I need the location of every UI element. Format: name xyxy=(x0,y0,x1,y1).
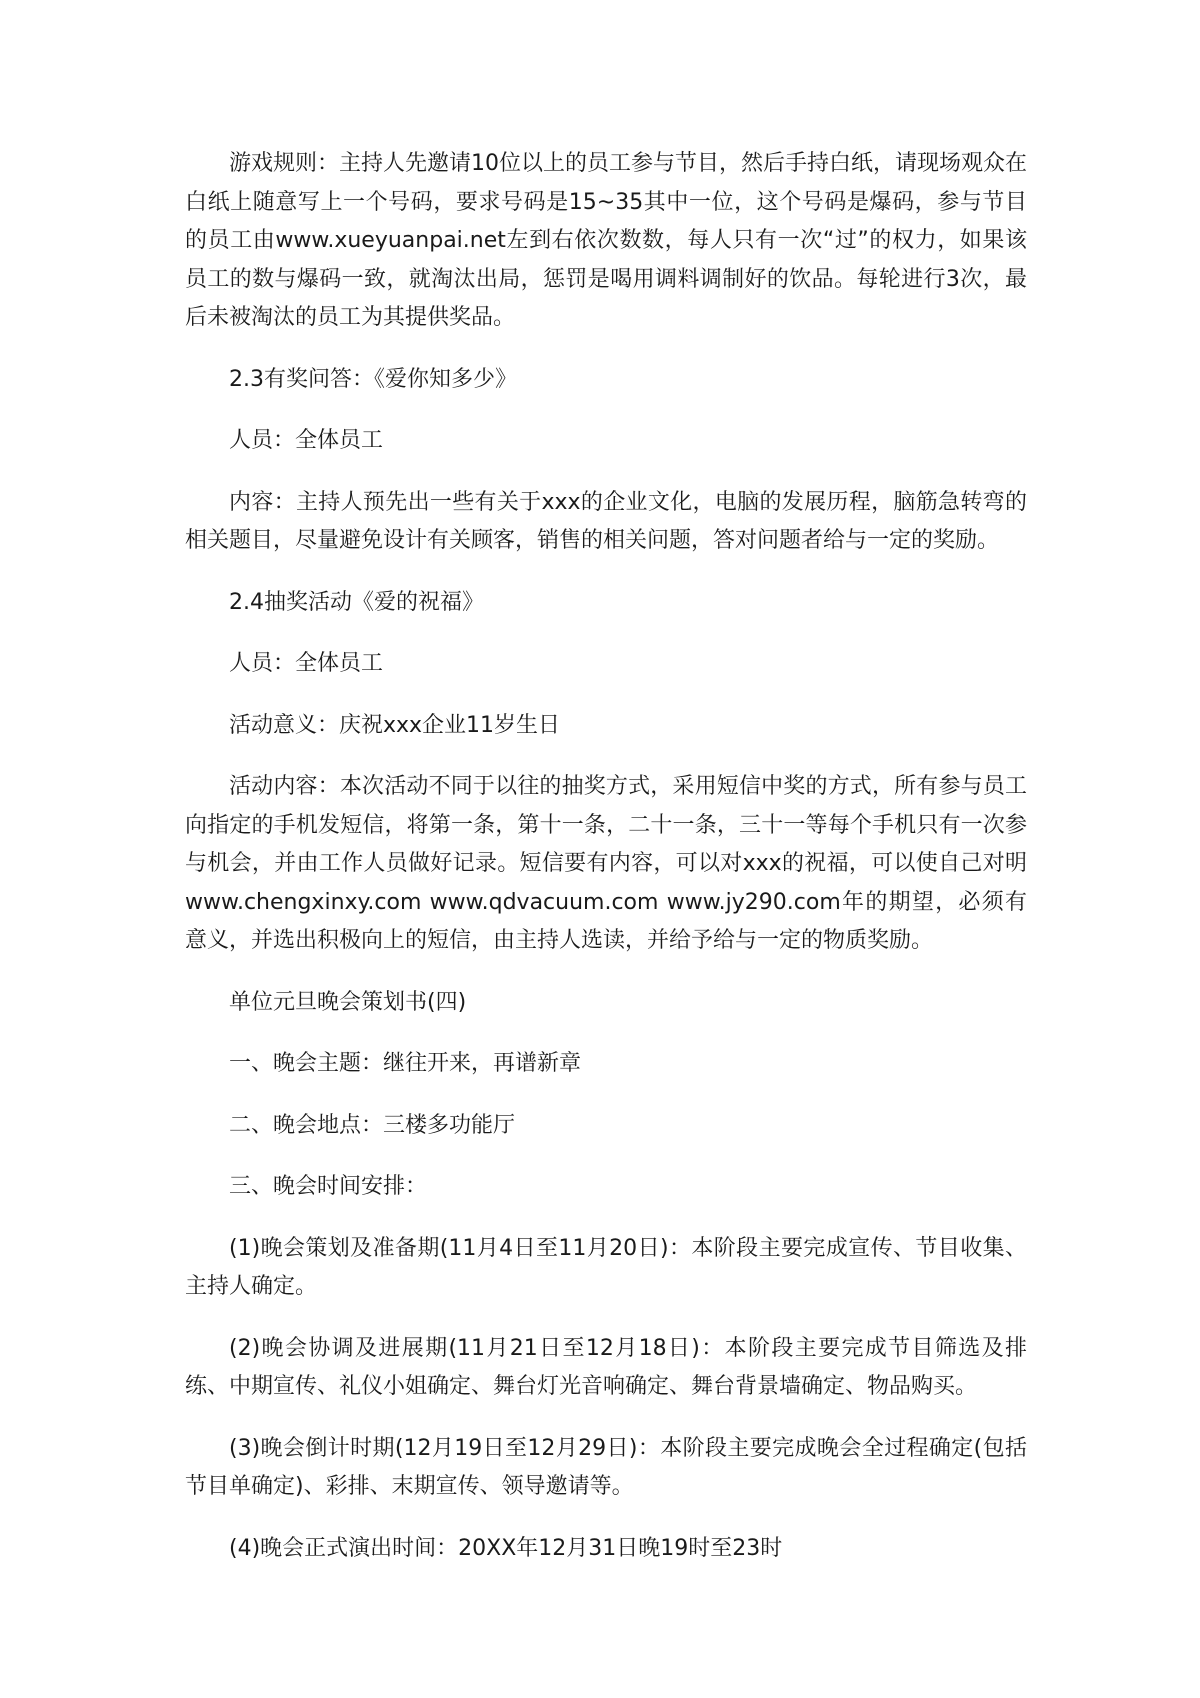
quiz-content: 内容：主持人预先出一些有关于xxx的企业文化，电脑的发展历程，脑筋急转弯的相关题目，尽量避免设计有关顾客，销售的相关问题，答对问题者给与一定的奖励。 xyxy=(185,489,1027,553)
quiz-participants: 人员：全体员工 xyxy=(229,428,384,453)
schedule-item-1: (1)晚会策划及准备期(11月4日至11月20日)：本阶段主要完成宣传、节目收集、主持人确定。 xyxy=(185,1235,1027,1299)
section-heading-quiz: 2.3有奖问答：《爱你知多少》 xyxy=(229,366,517,392)
schedule-item-2: (2)晚会协调及进展期(11月21日至12月18日)：本阶段主要完成节目筛选及排练、中期宣传、礼仪小姐确定、舞台灯光音响确定、舞台背景墙确定、物品购买。 xyxy=(185,1335,1027,1399)
lottery-meaning: 活动意义：庆祝xxx企业11岁生日 xyxy=(229,712,561,738)
schedule-heading: 三、晚会时间安排： xyxy=(229,1174,428,1199)
game-rules-paragraph: 游戏规则：主持人先邀请10位以上的员工参与节目，然后手持白纸，请现场观众在白纸上随意写上一个号码，要求号码是15~35其中一位，这个号码是爆码，参与节目的员工由www.xueyuanpai.net左到右依次数数，每人只有一次“过”的权力，如果该员工的数与爆码一致，就淘汰出局，惩罚是喝用调料调制好的饮品。每轮进行3次，最后未被淘汰的员工为其提供奖品。 xyxy=(185,151,1027,330)
plan-title: 单位元旦晚会策划书(四) xyxy=(229,989,467,1015)
lottery-content: 活动内容：本次活动不同于以往的抽奖方式，采用短信中奖的方式，所有参与员工向指定的手机发短信，将第一条，第十一条，二十一条，三十一等每个手机只有一次参与机会，并由工作人员做好记录。短信要有内容，可以对xxx的祝福，可以使自己对明www.chengxinxy.com www.qdvacuum.com www.jy290.com年的期望，必须有意义，并选出积极向上的短信，由主持人选读，并给予给与一定的物质奖励。 xyxy=(185,774,1027,953)
party-theme: 一、晚会主题：继往开来，再谱新章 xyxy=(229,1051,582,1076)
document-body xyxy=(185,145,1027,1591)
lottery-participants: 人员：全体员工 xyxy=(229,651,384,676)
schedule-item-3: (3)晚会倒计时期(12月19日至12月29日)：本阶段主要完成晚会全过程确定(包括节目单确定)、彩排、末期宣传、领导邀请等。 xyxy=(185,1435,1027,1499)
schedule-item-4: (4)晚会正式演出时间：20XX年12月31日晚19时至23时 xyxy=(229,1535,783,1561)
party-location: 二、晚会地点：三楼多功能厅 xyxy=(229,1112,516,1138)
section-heading-lottery: 2.4抽奖活动《爱的祝福》 xyxy=(229,589,484,615)
